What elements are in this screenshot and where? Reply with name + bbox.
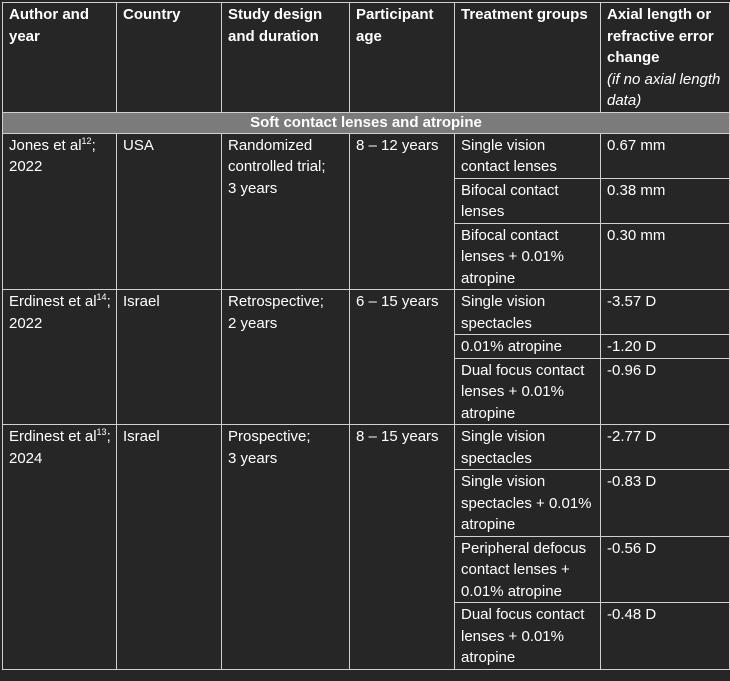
cell-treatment-group: Single vision spectacles: [455, 425, 601, 470]
cell-age: 8 – 15 years: [350, 425, 455, 670]
author-name: Erdinest et al: [9, 428, 97, 445]
header-age: Participant age: [350, 3, 455, 113]
author-name: Erdinest et al: [9, 293, 97, 310]
cell-outcome: -0.83 D: [601, 470, 730, 537]
cell-author: [3, 425, 117, 670]
author-year: ; 2024: [9, 428, 111, 467]
table-row: [3, 133, 730, 178]
header-country: Country: [117, 3, 222, 113]
cell-country: USA: [117, 133, 222, 290]
cell-treatment-group: Single vision contact lenses: [455, 133, 601, 178]
cell-treatment-group: Single vision spectacles + 0.01% atropine: [455, 470, 601, 537]
cell-treatment-group: 0.01% atropine: [455, 335, 601, 359]
author-name: Jones et al: [9, 136, 82, 154]
cell-treatment-group: Single vision spectacles: [455, 290, 601, 335]
studies-table: [2, 2, 730, 670]
cell-treatment-group: Bifocal contact lenses: [455, 178, 601, 223]
header-row: [3, 3, 730, 113]
cell-outcome: -3.57 D: [601, 290, 730, 335]
reference-number: 12: [81, 135, 92, 146]
cell-outcome: -0.48 D: [601, 603, 730, 670]
reference-number: 14: [96, 292, 107, 302]
cell-author: [3, 133, 117, 290]
cell-country: Israel: [117, 290, 222, 425]
cell-outcome: -0.96 D: [601, 358, 730, 425]
header-design: Study design and duration: [222, 3, 350, 113]
header-outcome-note: (if no axial length data): [607, 70, 721, 109]
cell-age: 6 – 15 years: [350, 290, 455, 425]
cell-age: 8 – 12 years: [350, 133, 455, 290]
cell-outcome: -1.20 D: [601, 335, 730, 359]
section-title: Soft contact lenses and atropine: [3, 112, 730, 133]
reference-number: 13: [96, 427, 107, 437]
cell-outcome: 0.67 mm: [601, 133, 730, 178]
cell-author: [3, 290, 117, 425]
author-year: ; 2022: [9, 136, 96, 175]
cell-design: [222, 290, 350, 425]
header-outcome-label: Axial length or refractive error change: [607, 6, 714, 66]
cell-treatment-group: Dual focus contact lenses + 0.01% atropine: [455, 358, 601, 425]
header-groups: Treatment groups: [455, 3, 601, 113]
cell-treatment-group: Peripheral defocus contact lenses + 0.01% atropine: [455, 536, 601, 603]
table-row: [3, 290, 730, 335]
study-design: Randomized controlled trial;: [228, 136, 326, 175]
cell-design: [222, 133, 350, 290]
cell-outcome: -0.56 D: [601, 536, 730, 603]
study-design: Retrospective;: [228, 293, 324, 310]
table-row: [3, 425, 730, 470]
cell-design: [222, 425, 350, 670]
study-duration: 3 years: [228, 449, 278, 467]
author-year: ; 2022: [9, 293, 111, 332]
study-duration: 2 years: [228, 314, 278, 332]
cell-outcome: 0.38 mm: [601, 178, 730, 223]
header-author: Author and year: [3, 3, 117, 113]
study-duration: 3 years: [228, 179, 278, 197]
cell-country: Israel: [117, 425, 222, 670]
cell-outcome: 0.30 mm: [601, 223, 730, 290]
cell-outcome: -2.77 D: [601, 425, 730, 470]
header-outcome: [601, 3, 730, 113]
cell-treatment-group: Dual focus contact lenses + 0.01% atropine: [455, 603, 601, 670]
study-design: Prospective;: [228, 428, 311, 445]
cell-treatment-group: Bifocal contact lenses + 0.01% atropine: [455, 223, 601, 290]
section-row: [3, 112, 730, 133]
